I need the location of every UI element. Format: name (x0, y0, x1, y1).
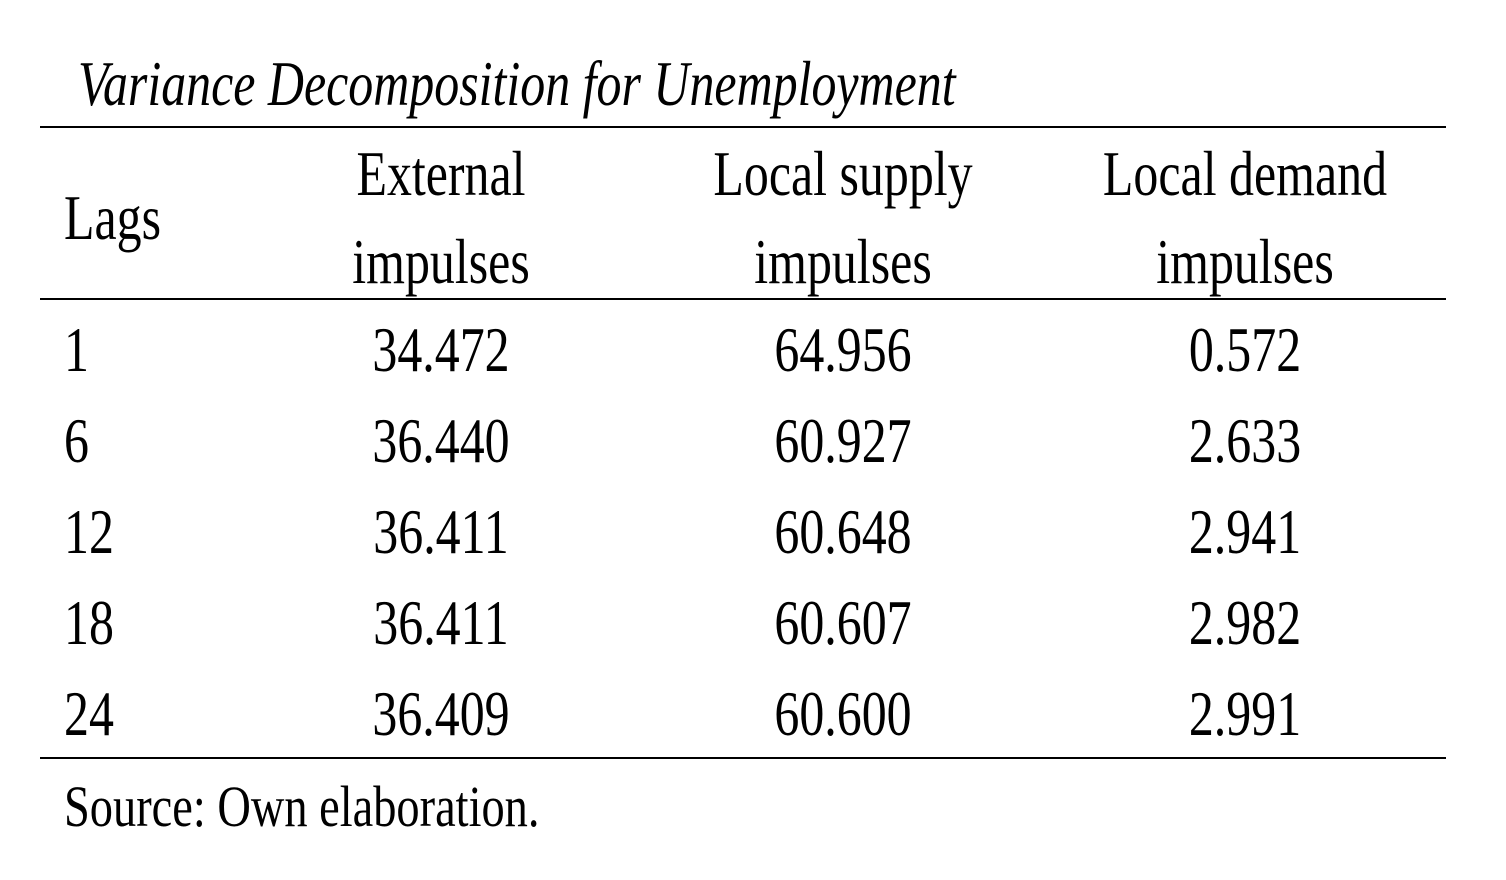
cell-demand: 2.991 (1188, 678, 1302, 749)
cell-external: 36.409 (372, 678, 510, 749)
table-title: Variance Decomposition for Unemployment (78, 48, 956, 119)
cell-lag: 18 (64, 587, 114, 658)
cell-demand: 2.941 (1188, 496, 1302, 567)
header-supply (713, 130, 972, 306)
header-demand-line1: Local demand (1102, 138, 1388, 209)
top-rule (40, 126, 1446, 128)
cell-supply: 60.607 (774, 587, 912, 658)
cell-demand: 2.633 (1188, 405, 1302, 476)
bottom-rule (40, 757, 1446, 759)
cell-lag: 1 (64, 314, 89, 385)
header-external-line1: External (356, 138, 526, 209)
cell-lag: 24 (64, 678, 114, 749)
cell-supply: 60.600 (774, 678, 912, 749)
cell-demand: 0.572 (1188, 314, 1302, 385)
header-lags: Lags (64, 182, 162, 253)
cell-supply: 64.956 (774, 314, 912, 385)
header-demand (1103, 130, 1387, 306)
cell-lag: 6 (64, 405, 89, 476)
cell-external: 36.411 (373, 587, 509, 658)
cell-external: 36.411 (373, 496, 509, 567)
cell-supply: 60.927 (774, 405, 912, 476)
header-supply-line2: impulses (754, 226, 932, 297)
header-external-line2: impulses (352, 226, 530, 297)
header-external (352, 130, 529, 306)
cell-external: 34.472 (372, 314, 510, 385)
cell-supply: 60.648 (774, 496, 912, 567)
table-source-note: Source: Own elaboration. (64, 774, 540, 839)
cell-lag: 12 (64, 496, 114, 567)
cell-external: 36.440 (372, 405, 510, 476)
cell-demand: 2.982 (1188, 587, 1302, 658)
header-demand-line2: impulses (1156, 226, 1334, 297)
header-rule (40, 298, 1446, 300)
header-supply-line1: Local supply (713, 138, 973, 209)
